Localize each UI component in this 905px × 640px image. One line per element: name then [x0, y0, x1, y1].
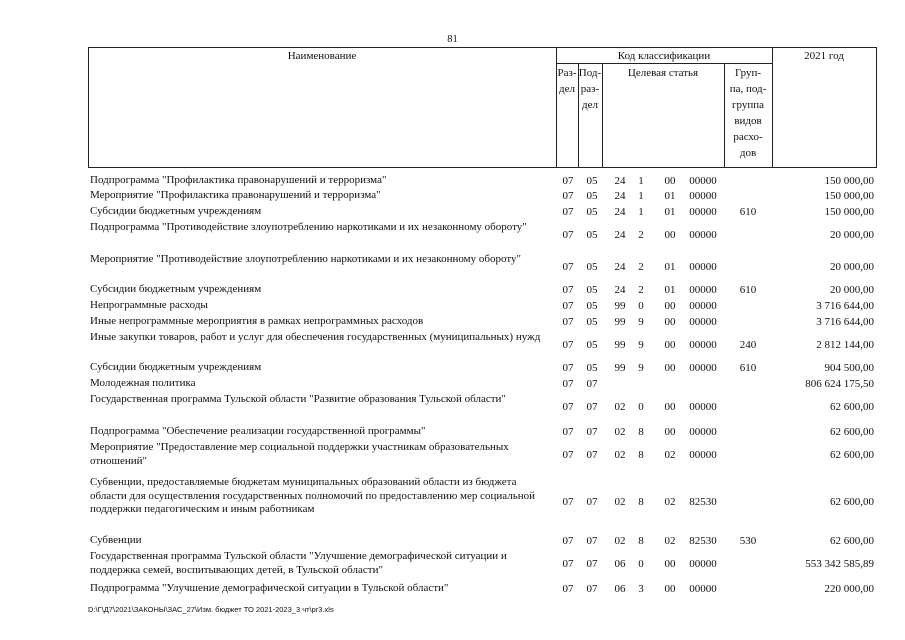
- header-target: Целевая статья: [627, 67, 699, 79]
- row-podrazdel: 05: [586, 316, 598, 328]
- row-name: Подпрограмма "Улучшение демографической ситуации в Тульской области": [90, 582, 449, 594]
- row-amount: 20 000,00: [830, 284, 874, 296]
- row-expense-type: 610: [739, 362, 757, 374]
- row-target-code: 02: [664, 496, 676, 508]
- row-target-code: 24: [614, 229, 626, 241]
- row-razdel: 07: [562, 175, 574, 187]
- row-target-code: 99: [614, 362, 626, 374]
- row-target-code: 00000: [689, 261, 717, 273]
- row-name: Субсидии бюджетным учреждениям: [90, 283, 262, 295]
- row-name: Иные закупки товаров, работ и услуг для обеспечения государственных (муниципальных) нужд: [90, 331, 541, 343]
- table-row: [0, 425, 905, 441]
- row-podrazdel: 07: [586, 426, 598, 438]
- row-amount: 20 000,00: [830, 229, 874, 241]
- row-name: Подпрограмма "Обеспечение реализации государственной программы": [90, 425, 426, 437]
- row-target-code: 82530: [689, 496, 717, 508]
- row-target-code: 24: [614, 190, 626, 202]
- row-target-code: 99: [614, 316, 626, 328]
- row-target-code: 00000: [689, 583, 717, 595]
- row-name: Подпрограмма "Противодействие злоупотреблению наркотиками и их незаконному обороту": [90, 221, 527, 233]
- page-number: 81: [447, 34, 458, 45]
- header-code: Код классификации: [617, 50, 711, 62]
- row-target-code: 00000: [689, 300, 717, 312]
- row-podrazdel: 07: [586, 496, 598, 508]
- row-target-code: 02: [614, 496, 626, 508]
- table-row: [0, 189, 905, 205]
- row-target-code: 00: [664, 401, 676, 413]
- row-name: Мероприятие "Профилактика правонарушений и терроризма": [90, 189, 381, 201]
- row-target-code: 01: [664, 261, 676, 273]
- row-razdel: 07: [562, 316, 574, 328]
- row-name: Иные непрограммные мероприятия в рамках непрограммных расходов: [90, 315, 424, 327]
- row-target-code: 06: [614, 558, 626, 570]
- row-expense-type: 530: [739, 535, 757, 547]
- row-target-code: 00000: [689, 449, 717, 461]
- row-name: Субсидии бюджетным учреждениям: [90, 361, 262, 373]
- header-left-border: [88, 47, 89, 168]
- row-target-code: 0: [638, 558, 644, 570]
- row-podrazdel: 05: [586, 362, 598, 374]
- table-row: [0, 377, 905, 393]
- table-row: [0, 582, 905, 598]
- table-row: [0, 361, 905, 377]
- row-razdel: 07: [562, 339, 574, 351]
- table-header: [88, 47, 877, 167]
- row-razdel: 07: [562, 378, 574, 390]
- table-row: [0, 299, 905, 315]
- row-target-code: 24: [614, 175, 626, 187]
- row-target-code: 02: [614, 535, 626, 547]
- row-target-code: 00: [664, 583, 676, 595]
- row-target-code: 99: [614, 300, 626, 312]
- row-target-code: 00000: [689, 558, 717, 570]
- row-target-code: 02: [614, 449, 626, 461]
- row-name: Непрограммные расходы: [90, 299, 208, 311]
- row-razdel: 07: [562, 284, 574, 296]
- row-razdel: 07: [562, 426, 574, 438]
- row-target-code: 01: [664, 190, 676, 202]
- row-amount: 62 600,00: [830, 401, 874, 413]
- row-amount: 62 600,00: [830, 496, 874, 508]
- row-target-code: 00000: [689, 229, 717, 241]
- row-podrazdel: 05: [586, 261, 598, 273]
- row-razdel: 07: [562, 261, 574, 273]
- row-target-code: 00000: [689, 190, 717, 202]
- row-target-code: 8: [638, 496, 644, 508]
- row-razdel: 07: [562, 190, 574, 202]
- row-target-code: 24: [614, 261, 626, 273]
- row-razdel: 07: [562, 229, 574, 241]
- table-row: [0, 441, 905, 471]
- row-podrazdel: 07: [586, 583, 598, 595]
- row-amount: 20 000,00: [830, 261, 874, 273]
- row-target-code: 00: [664, 175, 676, 187]
- header-divider: [772, 47, 773, 168]
- table-row: [0, 205, 905, 221]
- row-podrazdel: 05: [586, 175, 598, 187]
- row-amount: 62 600,00: [830, 535, 874, 547]
- row-podrazdel: 05: [586, 206, 598, 218]
- header-podrazdel: Под- раз- дел: [578, 67, 602, 111]
- row-target-code: 00: [664, 229, 676, 241]
- header-right-border: [876, 47, 877, 168]
- row-target-code: 3: [638, 583, 644, 595]
- row-target-code: 0: [638, 401, 644, 413]
- row-amount: 904 500,00: [824, 362, 874, 374]
- row-target-code: 00000: [689, 206, 717, 218]
- table-row: [0, 221, 905, 251]
- row-name: Государственная программа Тульской области "Развитие образования Тульской области": [90, 393, 506, 405]
- row-target-code: 02: [664, 449, 676, 461]
- row-podrazdel: 07: [586, 401, 598, 413]
- row-name: Мероприятие "Противодействие злоупотреблению наркотиками и их незаконному обороту": [90, 253, 521, 265]
- row-target-code: 00: [664, 426, 676, 438]
- header-group: Груп- па, под- группа видов расхо- дов: [729, 67, 767, 159]
- row-razdel: 07: [562, 401, 574, 413]
- table-row: [0, 283, 905, 299]
- row-target-code: 00: [664, 362, 676, 374]
- row-expense-type: 240: [739, 339, 757, 351]
- row-amount: 553 342 585,89: [805, 558, 874, 570]
- row-name: Мероприятие "Предоставление мер социальной поддержки участникам образовательных отношений": [90, 441, 509, 467]
- table-row: [0, 473, 905, 533]
- row-amount: 62 600,00: [830, 449, 874, 461]
- row-target-code: 00000: [689, 284, 717, 296]
- row-target-code: 06: [614, 583, 626, 595]
- row-expense-type: 610: [739, 206, 757, 218]
- row-razdel: 07: [562, 583, 574, 595]
- row-target-code: 1: [638, 175, 644, 187]
- row-target-code: 02: [614, 426, 626, 438]
- row-podrazdel: 05: [586, 190, 598, 202]
- row-target-code: 9: [638, 339, 644, 351]
- table-row: [0, 331, 905, 361]
- row-amount: 3 716 644,00: [816, 316, 874, 328]
- row-podrazdel: 05: [586, 339, 598, 351]
- row-podrazdel: 07: [586, 378, 598, 390]
- row-target-code: 2: [638, 229, 644, 241]
- row-target-code: 00000: [689, 426, 717, 438]
- header-name: Наименование: [287, 50, 357, 62]
- row-razdel: 07: [562, 206, 574, 218]
- row-target-code: 00000: [689, 316, 717, 328]
- row-target-code: 8: [638, 535, 644, 547]
- row-target-code: 00000: [689, 362, 717, 374]
- row-target-code: 9: [638, 362, 644, 374]
- row-razdel: 07: [562, 496, 574, 508]
- row-target-code: 1: [638, 206, 644, 218]
- row-razdel: 07: [562, 362, 574, 374]
- row-podrazdel: 07: [586, 535, 598, 547]
- row-amount: 2 812 144,00: [816, 339, 874, 351]
- row-name: Субсидии бюджетным учреждениям: [90, 205, 262, 217]
- row-razdel: 07: [562, 535, 574, 547]
- row-podrazdel: 07: [586, 558, 598, 570]
- row-target-code: 00: [664, 558, 676, 570]
- header-year: 2021 год: [804, 50, 844, 62]
- row-name: Подпрограмма "Профилактика правонарушений и терроризма": [90, 174, 387, 186]
- row-target-code: 01: [664, 284, 676, 296]
- row-target-code: 00: [664, 316, 676, 328]
- row-razdel: 07: [562, 300, 574, 312]
- row-amount: 150 000,00: [824, 206, 874, 218]
- row-amount: 3 716 644,00: [816, 300, 874, 312]
- row-target-code: 00000: [689, 175, 717, 187]
- table-row: [0, 315, 905, 331]
- table-row: [0, 174, 905, 189]
- row-target-code: 00000: [689, 401, 717, 413]
- row-target-code: 2: [638, 261, 644, 273]
- row-target-code: 02: [664, 535, 676, 547]
- row-target-code: 24: [614, 206, 626, 218]
- row-target-code: 8: [638, 449, 644, 461]
- table-row: [0, 534, 905, 550]
- row-razdel: 07: [562, 558, 574, 570]
- row-target-code: 0: [638, 300, 644, 312]
- row-target-code: 9: [638, 316, 644, 328]
- row-podrazdel: 05: [586, 300, 598, 312]
- row-razdel: 07: [562, 449, 574, 461]
- row-name: Субвенции: [90, 534, 142, 546]
- table-row: [0, 253, 905, 283]
- row-podrazdel: 05: [586, 284, 598, 296]
- row-amount: 62 600,00: [830, 426, 874, 438]
- row-podrazdel: 07: [586, 449, 598, 461]
- row-target-code: 24: [614, 284, 626, 296]
- row-target-code: 2: [638, 284, 644, 296]
- row-target-code: 99: [614, 339, 626, 351]
- row-target-code: 00: [664, 300, 676, 312]
- row-target-code: 00: [664, 339, 676, 351]
- row-amount: 806 624 175,50: [805, 378, 874, 390]
- row-name: Субвенции, предоставляемые бюджетам муниципальных образований области из бюджета области для осуществления государственных полномочий по предоставлению мер социальной поддержки педагогическим и иным работникам: [90, 476, 536, 515]
- header-razdel: Раз- дел: [557, 67, 577, 95]
- row-expense-type: 610: [739, 284, 757, 296]
- row-name: Молодежная политика: [90, 377, 196, 389]
- row-target-code: 8: [638, 426, 644, 438]
- row-target-code: 01: [664, 206, 676, 218]
- row-podrazdel: 05: [586, 229, 598, 241]
- row-target-code: 02: [614, 401, 626, 413]
- row-target-code: 1: [638, 190, 644, 202]
- row-target-code: 00000: [689, 339, 717, 351]
- table-row: [0, 550, 905, 580]
- row-amount: 150 000,00: [824, 190, 874, 202]
- row-amount: 150 000,00: [824, 175, 874, 187]
- header-bottom-border: [88, 167, 877, 168]
- table-row: [0, 393, 905, 423]
- row-target-code: 82530: [689, 535, 717, 547]
- row-amount: 220 000,00: [824, 583, 874, 595]
- row-name: Государственная программа Тульской области "Улучшение демографической ситуации и поддержка семей, воспитывающих детей, в Тульской области": [90, 550, 507, 576]
- file-path-footer: D:\Г\Д7\2021\ЗАКОНЫ\ЗАС_27\Изм. бюджет ТО 2021-2023_3 чт\pr3.xls: [88, 605, 334, 614]
